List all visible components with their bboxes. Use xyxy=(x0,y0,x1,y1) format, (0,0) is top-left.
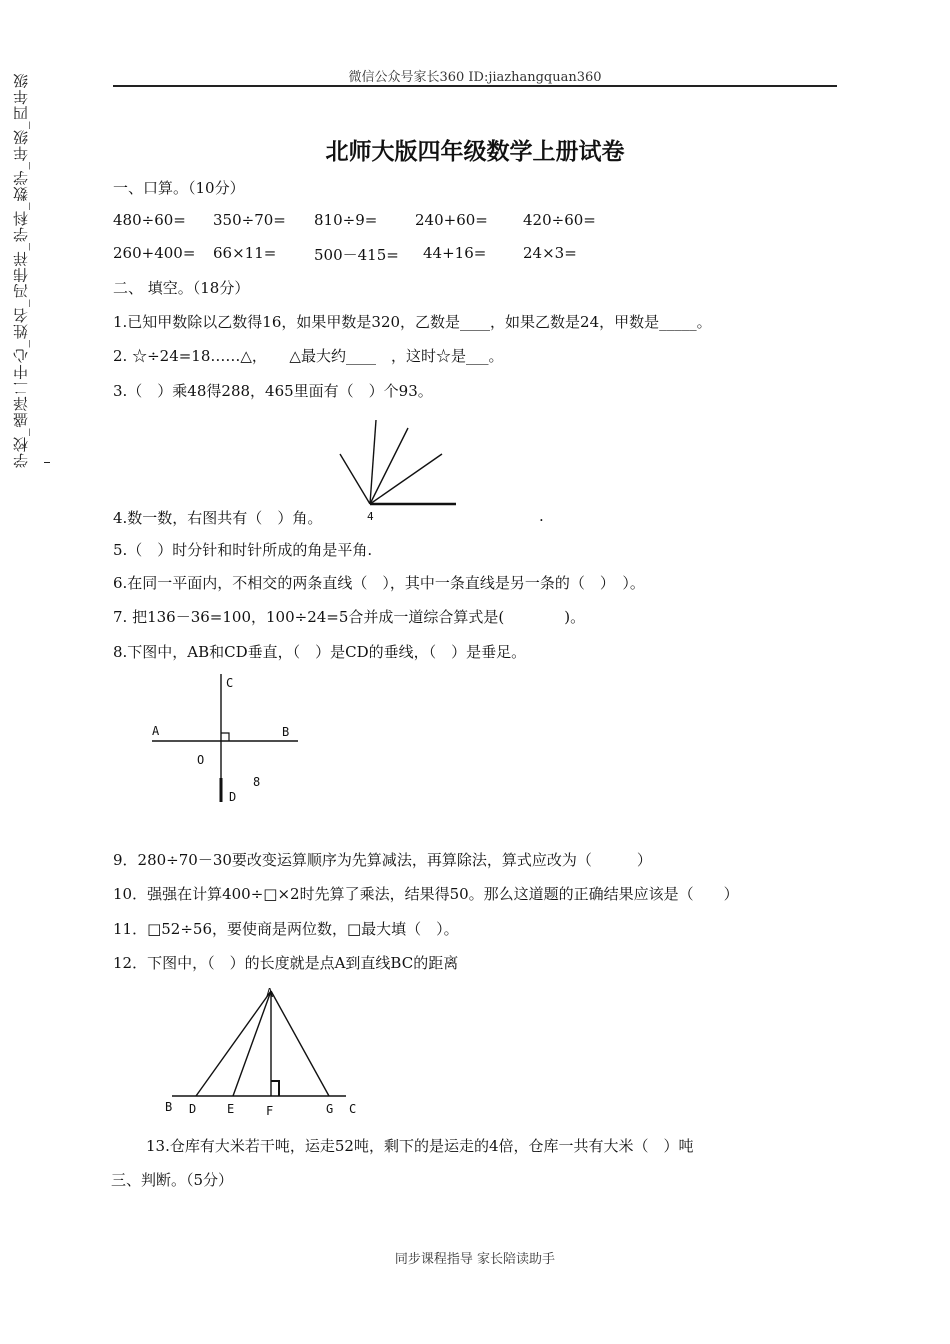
question-2: 2. ☆÷24=18……△， △最大约____ ，这时☆是___。 xyxy=(113,347,504,365)
question-1: 1.已知甲数除以乙数得16，如果甲数是320，乙数是____，如果乙数是24，甲数是_____。 xyxy=(113,313,712,331)
calc-item: 810÷9= xyxy=(314,211,378,229)
side-label: 学校_盛泽二中心_姓名_冯伟祥_学科_数学_年级_四年级 xyxy=(12,72,30,468)
question-6: 6.在同一平面内，不相交的两条直线（ ），其中一条直线是另一条的（ ） ）。 xyxy=(113,574,645,592)
question-11: 11．□52÷56，要使商是两位数，□最大填（ ）。 xyxy=(113,920,459,938)
question-12: 12．下图中，（ ）的长度就是点A到直线BC的距离 xyxy=(113,954,459,972)
right-angle-mark xyxy=(221,733,229,741)
calc-item: 66×11= xyxy=(213,244,277,262)
label-g: G xyxy=(326,1102,334,1116)
calc-item: 420÷60= xyxy=(523,211,596,229)
calc-item: 500－415= xyxy=(314,246,399,264)
question-7: 7. 把136－36=100，100÷24=5合并成一道综合算式是( )。 xyxy=(113,608,586,626)
question-10: 10．强强在计算400÷□×2时先算了乘法，结果得50。那么这道题的正确结果应该是（ ） xyxy=(113,885,739,903)
segment-ae xyxy=(233,991,271,1096)
perpendicular-figure xyxy=(140,670,310,810)
label-8: 8 xyxy=(253,775,261,789)
calc-item: 44+16= xyxy=(423,244,487,262)
calc-item: 480÷60= xyxy=(113,211,186,229)
question-3: 3.（ ）乘48得288，465里面有（ ）个93。 xyxy=(113,382,433,400)
right-angle-mark xyxy=(271,1081,279,1096)
ray-2 xyxy=(370,420,376,504)
calc-item: 24×3= xyxy=(523,244,577,262)
angle-rays-figure xyxy=(330,420,470,525)
label-b: B xyxy=(165,1100,173,1114)
label-a: A xyxy=(266,986,274,1000)
triangle-figure xyxy=(160,985,370,1120)
label-d: D xyxy=(229,790,237,804)
section1-heading: 一、口算。（10分） xyxy=(113,179,245,197)
calc-item: 260+400= xyxy=(113,244,196,262)
calc-item: 350÷70= xyxy=(213,211,286,229)
ray-3 xyxy=(370,428,408,504)
question-8: 8.下图中，AB和CD垂直，（ ）是CD的垂线，（ ）是垂足。 xyxy=(113,643,527,661)
label-c: C xyxy=(226,676,234,690)
header-text: 微信公众号家长360 ID:jiazhangquan360 xyxy=(348,70,602,85)
section2-heading: 二、 填空。（18分） xyxy=(113,279,250,297)
page-title: 北师大版四年级数学上册试卷 xyxy=(325,139,625,165)
question-13: 13.仓库有大米若干吨，运走52吨，剩下的是运走的4倍，仓库一共有大米（ ）吨 xyxy=(146,1137,694,1155)
question-5: 5.（ ）时分针和时针所成的角是平角. xyxy=(113,541,373,559)
label-b: B xyxy=(282,725,290,739)
label-e: E xyxy=(227,1102,235,1116)
label-c: C xyxy=(349,1102,357,1116)
question-9: 9．280÷70－30要改变运算顺序为先算减法，再算除法，算式应改为（ ） xyxy=(113,851,652,869)
label-a: A xyxy=(152,724,160,738)
question-4: 4.数一数，右图共有（ ）角。 xyxy=(113,509,323,527)
label-o: O xyxy=(197,753,205,767)
label-f: F xyxy=(266,1104,274,1118)
ray-4 xyxy=(370,454,442,504)
section3-heading: 三、判断。（5分） xyxy=(111,1171,234,1189)
ray-1 xyxy=(340,454,370,504)
calc-item: 240+60= xyxy=(415,211,488,229)
label-d: D xyxy=(189,1102,197,1116)
trailing-dot: . xyxy=(539,507,544,525)
side-dash xyxy=(44,462,50,463)
figure-label-4: 4 xyxy=(367,510,374,523)
segment-ad xyxy=(196,991,271,1096)
footer-text: 同步课程指导 家长陪读助手 xyxy=(394,1252,556,1267)
header-divider xyxy=(113,85,837,87)
